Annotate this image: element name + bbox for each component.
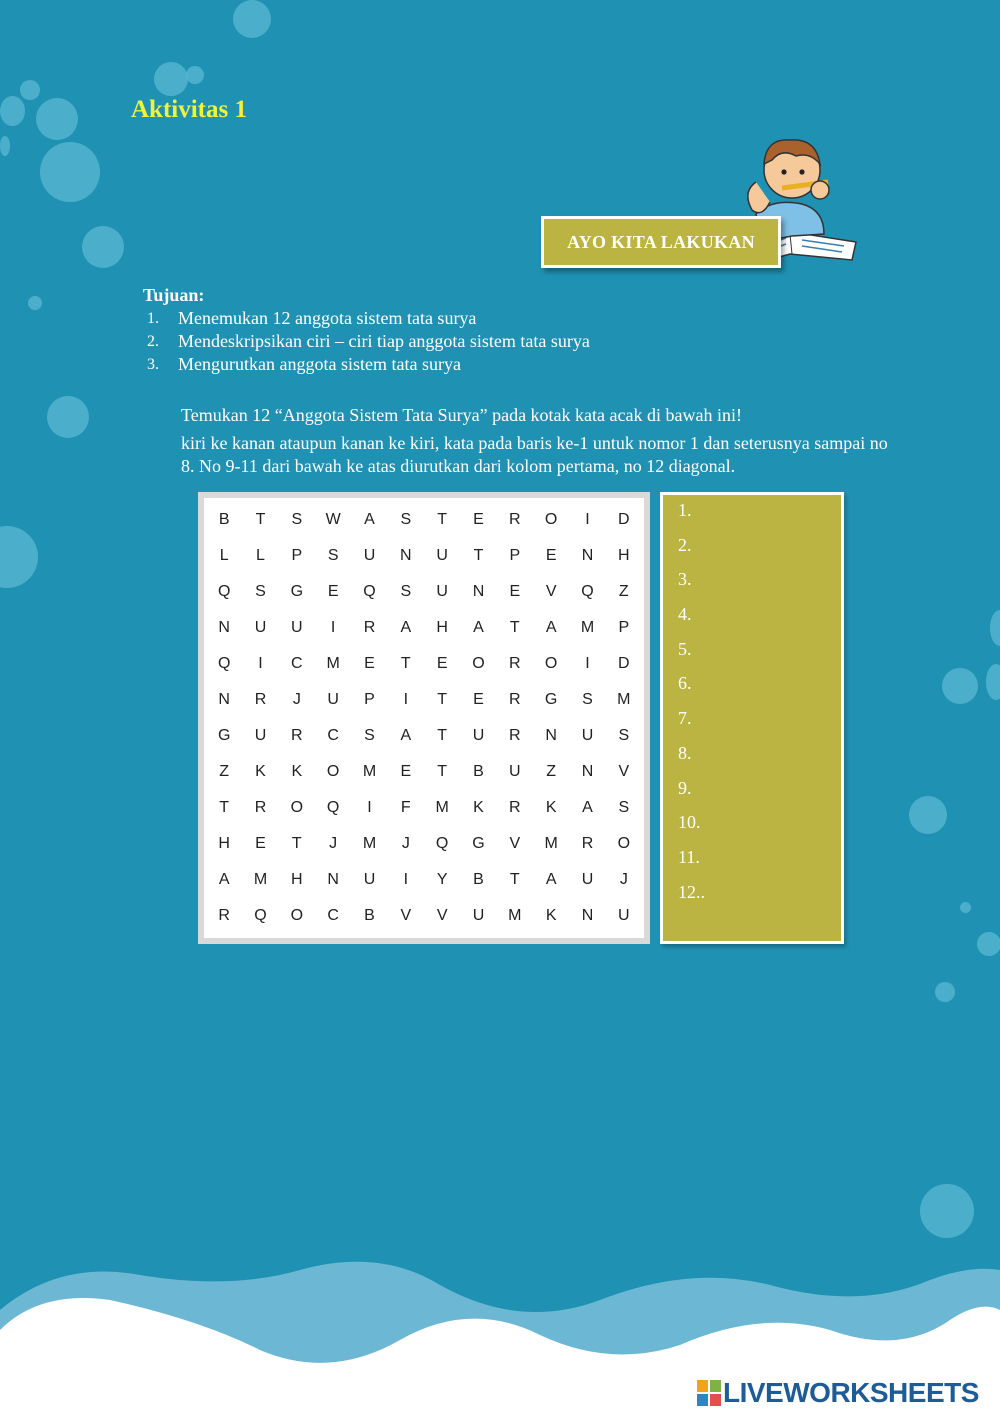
grid-letter[interactable]: O <box>290 907 304 924</box>
grid-letter[interactable]: G <box>290 583 304 600</box>
grid-letter[interactable]: N <box>545 727 557 744</box>
grid-letter[interactable]: S <box>400 511 412 528</box>
grid-letter[interactable]: U <box>436 547 448 564</box>
bubble <box>909 796 947 834</box>
grid-letter[interactable]: B <box>473 763 484 780</box>
grid-letter[interactable]: N <box>218 691 230 708</box>
grid-letter[interactable]: O <box>472 655 485 672</box>
grid-letter[interactable]: Z <box>618 583 629 600</box>
grid-letter[interactable]: T <box>400 655 411 672</box>
grid-letter[interactable]: H <box>291 871 303 888</box>
grid-letter[interactable]: R <box>509 691 521 708</box>
grid-letter[interactable]: U <box>472 727 485 744</box>
grid-letter[interactable]: E <box>255 835 266 852</box>
grid-letter[interactable]: R <box>509 511 521 528</box>
grid-letter[interactable]: U <box>254 619 267 636</box>
grid-letter[interactable]: A <box>545 619 557 636</box>
grid-letter[interactable]: E <box>509 583 521 600</box>
grid-letter[interactable]: E <box>473 691 484 708</box>
objective-number: 3. <box>147 356 159 373</box>
grid-letter[interactable]: Q <box>254 907 267 924</box>
grid-letter[interactable]: A <box>582 799 593 816</box>
grid-letter[interactable]: C <box>327 907 339 924</box>
grid-letter[interactable]: S <box>400 583 412 600</box>
grid-letter[interactable]: U <box>472 907 485 924</box>
answer-list <box>678 497 705 913</box>
grid-letter[interactable]: M <box>617 691 631 708</box>
word-search-grid[interactable] <box>204 498 644 938</box>
grid-letter[interactable]: M <box>362 835 377 852</box>
grid-letter[interactable]: Z <box>546 763 557 780</box>
answer-slot[interactable]: 5. <box>678 638 692 659</box>
grid-letter[interactable]: G <box>217 727 231 744</box>
grid-letter[interactable]: U <box>254 727 267 744</box>
objective-item <box>147 330 590 353</box>
grid-letter[interactable]: A <box>364 511 375 528</box>
grid-letter[interactable]: S <box>618 727 630 744</box>
grid-letter[interactable]: V <box>509 835 521 852</box>
answer-slot[interactable]: 3. <box>678 569 692 590</box>
grid-letter[interactable]: E <box>473 511 484 528</box>
grid-letter[interactable]: D <box>618 655 630 672</box>
grid-letter[interactable]: T <box>255 511 266 528</box>
grid-letter[interactable]: S <box>291 511 303 528</box>
grid-letter[interactable]: R <box>581 835 594 852</box>
grid-letter[interactable]: L <box>219 547 229 564</box>
grid-letter[interactable]: H <box>436 619 448 636</box>
grid-letter[interactable]: R <box>218 907 230 924</box>
grid-letter[interactable]: R <box>363 619 376 636</box>
bubble <box>942 668 978 704</box>
grid-letter[interactable]: U <box>363 871 376 888</box>
page-title: Aktivitas 1 <box>131 96 247 123</box>
objective-text: Mengurutkan anggota sistem tata surya <box>178 354 461 374</box>
instruction-text: Temukan 12 “Anggota Sistem Tata Surya” pada kotak kata acak di bawah ini! <box>181 405 742 425</box>
grid-letter[interactable]: O <box>326 763 340 780</box>
banner-ayo-kita-lakukan <box>541 216 781 268</box>
bubble <box>920 1184 974 1238</box>
answer-slot[interactable]: 11. <box>678 846 700 867</box>
grid-letter[interactable]: K <box>255 763 266 780</box>
objective-number: 2. <box>147 333 159 350</box>
grid-letter[interactable]: O <box>544 511 558 528</box>
bubble <box>0 526 38 588</box>
liveworksheets-logo <box>697 1376 979 1410</box>
grid-letter[interactable]: U <box>509 763 521 780</box>
grid-letter[interactable]: U <box>581 727 594 744</box>
grid-letter[interactable]: P <box>291 547 303 564</box>
instruction-detail-text: kiri ke kanan ataupun kanan ke kiri, kata pada baris ke-1 untuk nomor 1 dan seterusnya sampai no 8. No 9-11 dari bawah ke atas diurutkan dari kolom pertama, no 12 diagonal. <box>181 433 888 476</box>
grid-letter[interactable]: M <box>253 871 268 888</box>
grid-letter[interactable]: N <box>400 547 412 564</box>
answer-slot[interactable]: 4. <box>678 604 692 625</box>
grid-letter[interactable]: O <box>617 835 631 852</box>
grid-letter[interactable]: A <box>400 727 412 744</box>
grid-letter[interactable]: Q <box>581 583 594 600</box>
grid-letter[interactable]: N <box>218 619 230 636</box>
bubble <box>960 902 971 913</box>
grid-letter[interactable]: U <box>291 619 303 636</box>
grid-letter[interactable]: J <box>292 691 301 708</box>
grid-letter[interactable]: I <box>403 871 409 888</box>
answer-slot[interactable]: 7. <box>678 708 692 729</box>
bubble <box>186 66 204 84</box>
answer-slot[interactable]: 8. <box>678 742 692 763</box>
grid-letter[interactable]: K <box>473 799 484 816</box>
grid-letter[interactable]: E <box>364 655 375 672</box>
grid-letter[interactable]: M <box>435 799 449 816</box>
grid-letter[interactable]: S <box>364 727 375 744</box>
bubble <box>154 62 188 96</box>
grid-letter[interactable]: R <box>509 727 521 744</box>
grid-letter[interactable]: M <box>326 655 340 672</box>
grid-letter[interactable]: S <box>618 799 630 816</box>
grid-letter[interactable]: N <box>581 907 594 924</box>
answer-slot[interactable]: 1. <box>678 500 692 520</box>
grid-letter[interactable]: R <box>254 691 267 708</box>
grid-letter[interactable]: S <box>327 547 339 564</box>
grid-letter[interactable]: T <box>437 691 448 708</box>
grid-letter[interactable]: F <box>400 799 411 816</box>
grid-letter[interactable]: U <box>363 547 376 564</box>
grid-letter[interactable]: V <box>400 907 412 924</box>
grid-letter[interactable]: W <box>325 511 341 528</box>
grid-letter[interactable]: C <box>327 727 339 744</box>
grid-letter[interactable]: E <box>327 583 339 600</box>
grid-letter[interactable]: R <box>291 727 303 744</box>
objective-text: Mendeskripsikan ciri – ciri tiap anggota sistem tata surya <box>178 331 590 351</box>
grid-letter[interactable]: R <box>509 655 521 672</box>
bubble <box>977 932 1000 956</box>
grid-letter[interactable]: S <box>582 691 593 708</box>
grid-letter[interactable]: G <box>472 835 485 852</box>
grid-letter[interactable]: O <box>290 799 304 816</box>
grid-letter[interactable]: I <box>585 655 590 672</box>
answer-slot[interactable]: 6. <box>678 673 692 694</box>
bubble <box>47 396 89 438</box>
grid-letter[interactable]: U <box>327 691 339 708</box>
liveworksheets-mark-icon <box>697 1380 721 1406</box>
grid-letter[interactable]: H <box>618 547 630 564</box>
grid-letter[interactable]: A <box>218 871 230 888</box>
grid-letter[interactable]: O <box>544 655 558 672</box>
grid-letter[interactable]: Y <box>436 871 448 888</box>
answer-slot[interactable]: 12.. <box>678 881 705 902</box>
bubble <box>28 296 42 310</box>
grid-letter[interactable]: V <box>545 583 557 600</box>
bubble <box>0 136 10 156</box>
bubble <box>935 982 955 1002</box>
grid-letter[interactable]: P <box>509 547 521 564</box>
logo-text: LIVEWORKSHEETS <box>723 1377 979 1408</box>
grid-letter[interactable]: N <box>581 763 594 780</box>
grid-letter[interactable]: B <box>218 511 230 528</box>
bubble <box>40 142 100 202</box>
grid-letter[interactable]: V <box>436 907 448 924</box>
grid-letter[interactable]: G <box>544 691 558 708</box>
grid-letter[interactable]: C <box>291 655 303 672</box>
word-search-panel <box>198 492 650 944</box>
answer-slot[interactable]: 9. <box>678 777 692 798</box>
grid-letter[interactable]: R <box>509 799 521 816</box>
grid-letter[interactable]: E <box>400 763 412 780</box>
grid-letter[interactable]: Q <box>217 655 231 672</box>
bubble <box>233 0 271 38</box>
objectives-list <box>147 307 590 376</box>
grid-letter[interactable]: V <box>618 763 630 780</box>
grid-letter[interactable]: U <box>581 871 594 888</box>
grid-letter[interactable]: T <box>219 799 230 816</box>
grid-letter[interactable]: J <box>619 871 628 888</box>
bubble <box>20 80 40 100</box>
grid-letter[interactable]: Q <box>326 799 340 816</box>
grid-letter[interactable]: P <box>364 691 375 708</box>
answer-panel <box>660 492 844 944</box>
grid-letter[interactable]: L <box>256 547 265 564</box>
bubble <box>986 664 1000 700</box>
grid-letter[interactable]: T <box>437 727 448 744</box>
banner-label: AYO KITA LAKUKAN <box>567 231 755 252</box>
grid-letter[interactable]: A <box>473 619 484 636</box>
grid-letter[interactable]: N <box>472 583 485 600</box>
bubble <box>0 96 25 126</box>
grid-letter[interactable]: I <box>330 619 336 636</box>
grid-letter[interactable]: E <box>545 547 557 564</box>
grid-letter[interactable]: Q <box>363 583 376 600</box>
grid-letter[interactable]: B <box>364 907 375 924</box>
grid-letter[interactable]: J <box>329 835 338 852</box>
grid-letter[interactable]: K <box>291 763 303 780</box>
grid-letter[interactable]: K <box>545 799 557 816</box>
objective-text: Menemukan 12 anggota sistem tata surya <box>178 308 477 328</box>
grid-letter[interactable]: A <box>400 619 412 636</box>
grid-letter[interactable]: Q <box>217 583 231 600</box>
grid-letter[interactable]: M <box>580 619 595 636</box>
grid-letter[interactable]: N <box>327 871 339 888</box>
grid-letter[interactable]: I <box>367 799 372 816</box>
grid-letter[interactable]: B <box>473 871 484 888</box>
grid-letter[interactable]: Q <box>435 835 449 852</box>
grid-letter[interactable]: H <box>218 835 230 852</box>
objectives-heading: Tujuan: <box>143 285 205 305</box>
answer-slot[interactable]: 10. <box>678 812 701 833</box>
grid-letter[interactable]: E <box>436 655 448 672</box>
bubble <box>990 610 1000 646</box>
answer-slot[interactable]: 2. <box>678 534 692 555</box>
grid-letter[interactable]: I <box>403 691 409 708</box>
grid-letter[interactable]: T <box>509 871 520 888</box>
grid-letter[interactable]: A <box>545 871 557 888</box>
grid-letter[interactable]: M <box>544 835 558 852</box>
grid-letter[interactable]: T <box>291 835 302 852</box>
grid-letter[interactable]: T <box>473 547 484 564</box>
grid-letter[interactable]: T <box>437 763 448 780</box>
bubble <box>82 226 124 268</box>
grid-letter[interactable]: M <box>362 763 377 780</box>
grid-letter[interactable]: I <box>258 655 263 672</box>
objective-item <box>147 307 590 330</box>
grid-letter[interactable]: D <box>618 511 630 528</box>
grid-letter[interactable]: N <box>581 547 594 564</box>
grid-letter[interactable]: I <box>585 511 590 528</box>
grid-letter[interactable]: P <box>618 619 630 636</box>
grid-letter[interactable]: M <box>508 907 522 924</box>
grid-letter[interactable]: R <box>254 799 267 816</box>
grid-letter[interactable]: T <box>509 619 520 636</box>
bubble <box>36 98 78 140</box>
grid-letter[interactable]: T <box>437 511 448 528</box>
grid-letter[interactable]: U <box>618 907 630 924</box>
grid-letter[interactable]: Z <box>219 763 230 780</box>
grid-letter[interactable]: S <box>255 583 266 600</box>
objective-item <box>147 353 590 376</box>
grid-letter[interactable]: J <box>401 835 410 852</box>
grid-letter[interactable]: K <box>545 907 557 924</box>
grid-letter[interactable]: U <box>436 583 448 600</box>
objective-number: 1. <box>147 310 159 327</box>
